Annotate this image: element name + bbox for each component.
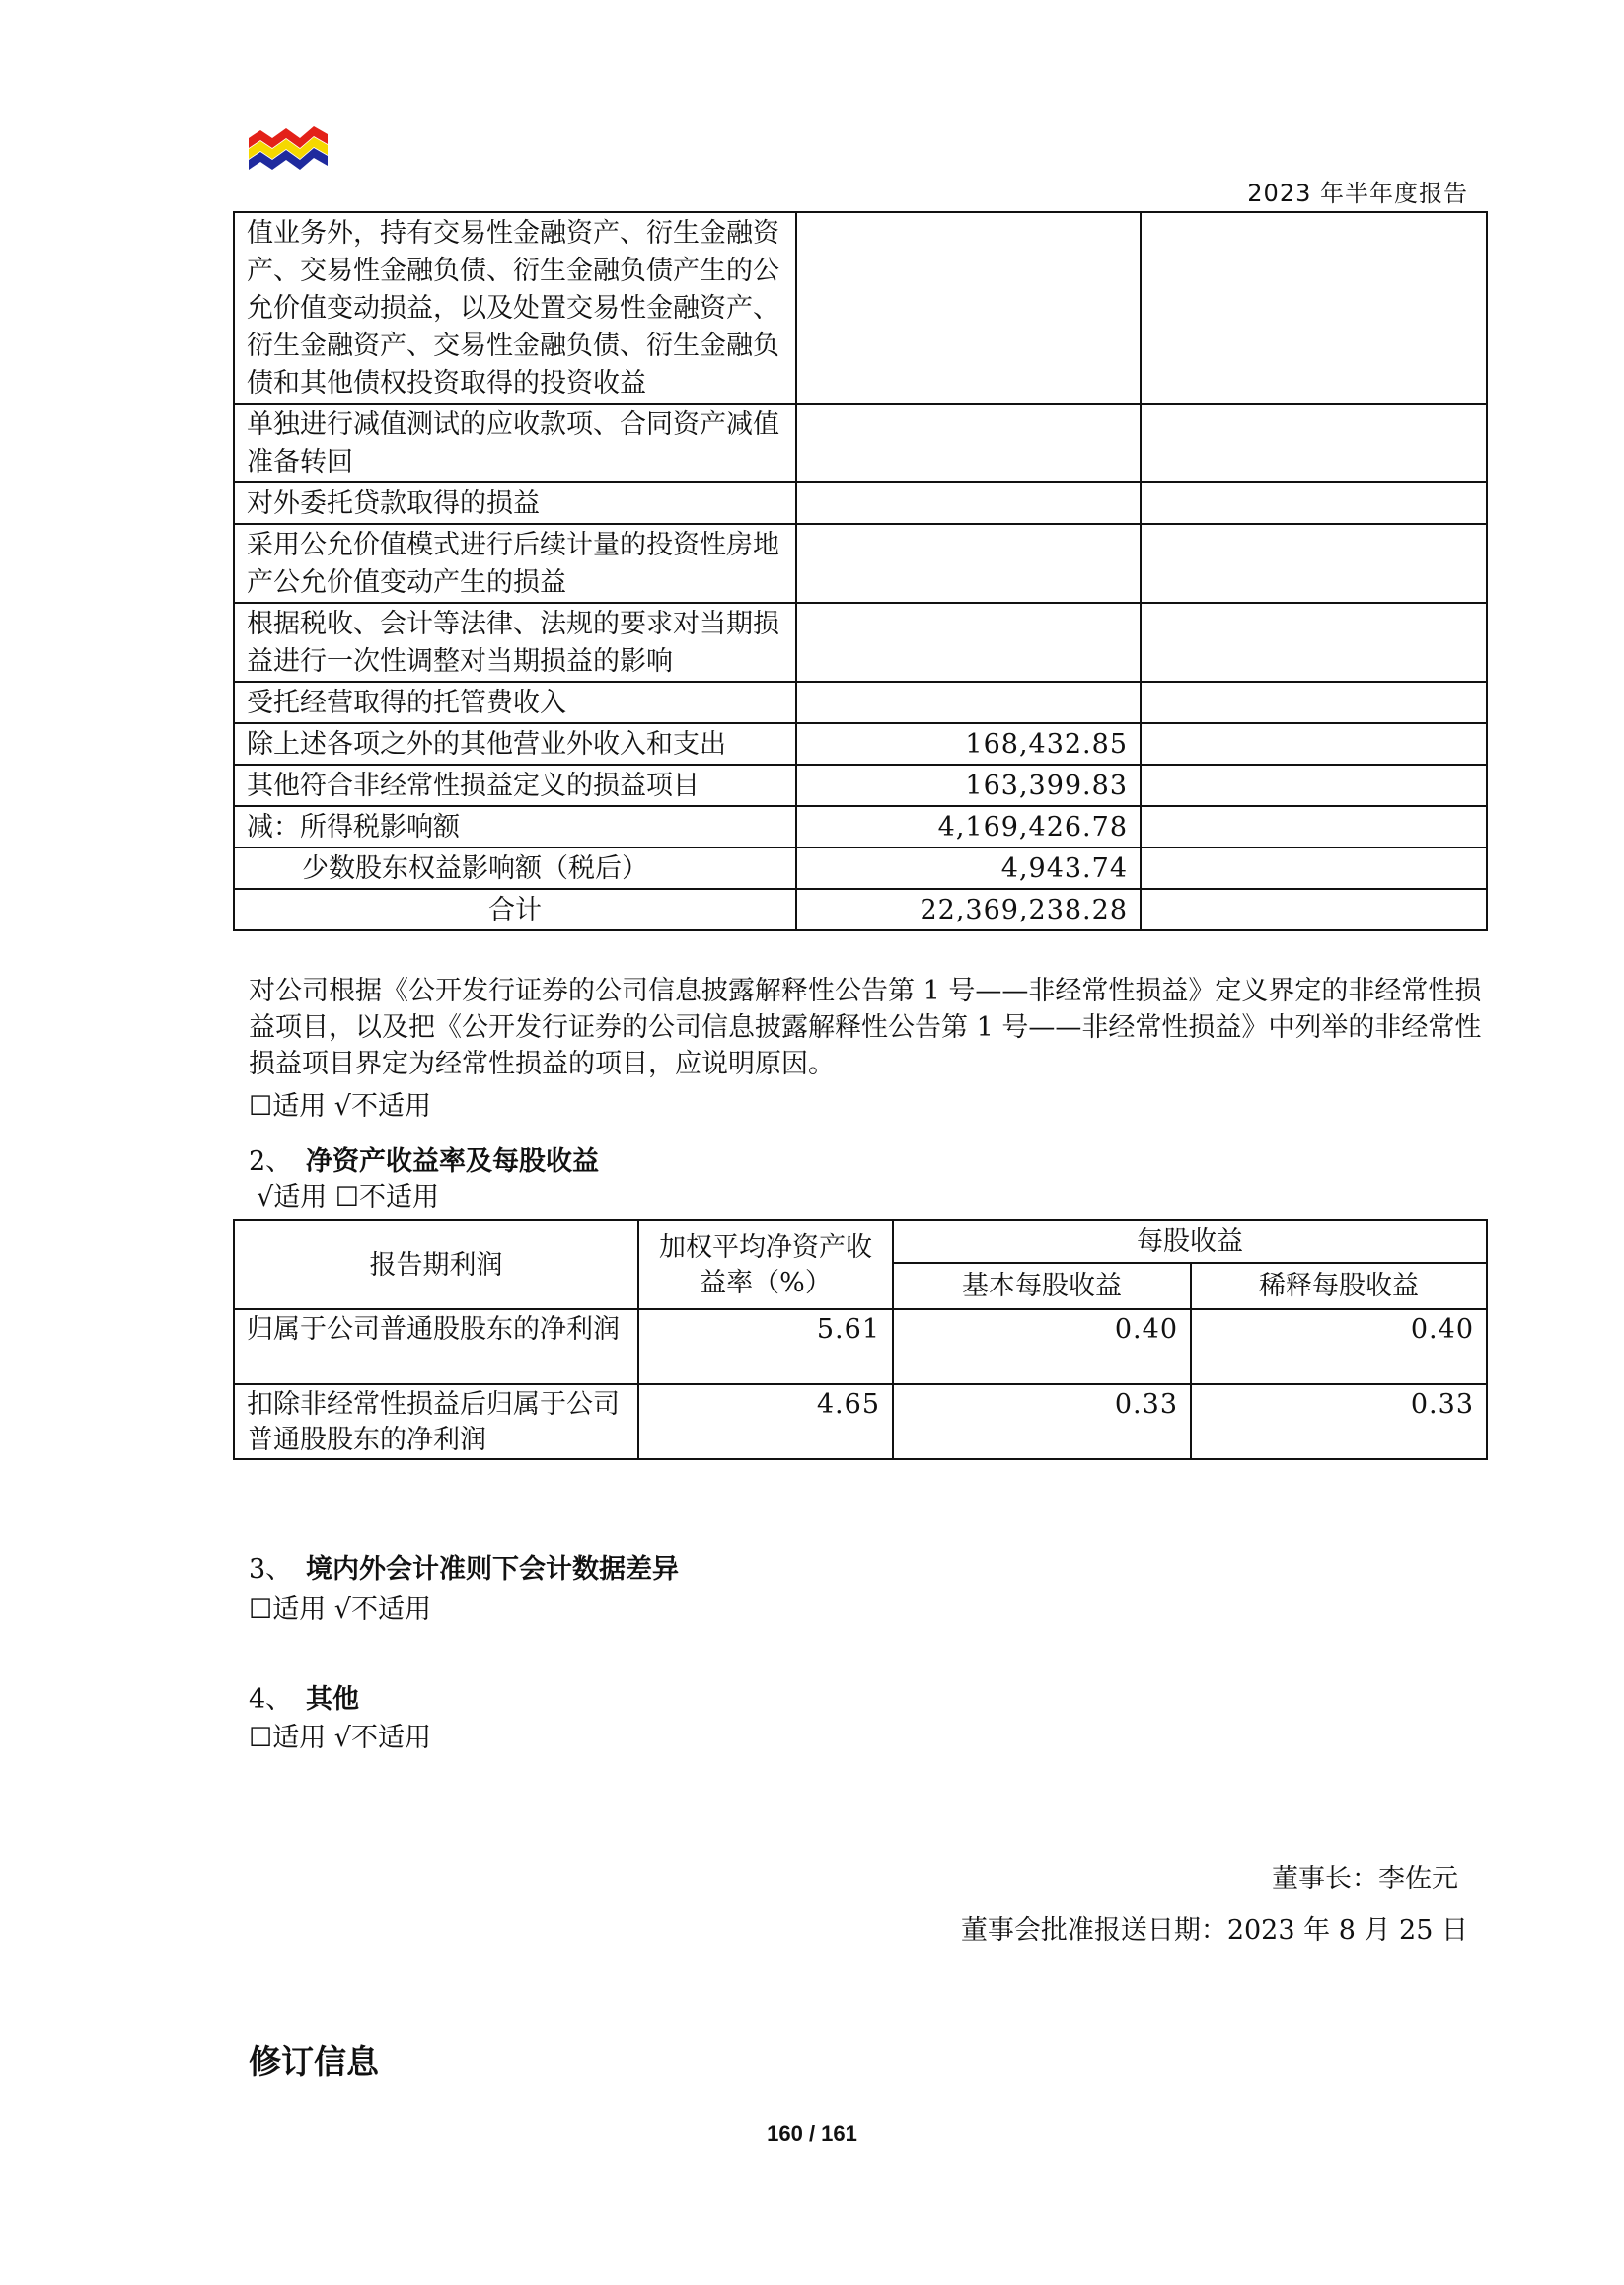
approval-date: 董事会批准报送日期：2023 年 8 月 25 日	[960, 1915, 1468, 1946]
section-title: 其他	[306, 1684, 359, 1715]
section-3-heading	[249, 1547, 679, 1585]
item-amount: 4,943.74	[796, 848, 1141, 889]
item-label: 采用公允价值模式进行后续计量的投资性房地产公允价值变动产生的损益	[234, 524, 796, 603]
item-label: 除上述各项之外的其他营业外收入和支出	[234, 723, 796, 765]
item-amount: 168,432.85	[796, 723, 1141, 765]
section-title: 境内外会计准则下会计数据差异	[306, 1554, 679, 1585]
header-eps: 每股收益	[893, 1220, 1487, 1263]
section-number: 3、	[249, 1554, 293, 1585]
item-label: 根据税收、会计等法律、法规的要求对当期损益进行一次性调整对当期损益的影响	[234, 603, 796, 682]
item-amount	[796, 524, 1141, 603]
item-amount: 163,399.83	[796, 765, 1141, 806]
item-label: 单独进行减值测试的应收款项、合同资产减值准备转回	[234, 404, 796, 482]
total-amount: 22,369,238.28	[796, 889, 1141, 930]
row-diluted-eps: 0.33	[1191, 1384, 1487, 1459]
item-label: 对外委托贷款取得的损益	[234, 482, 796, 524]
item-label: 受托经营取得的托管费收入	[234, 682, 796, 723]
section-number: 4、	[249, 1684, 293, 1715]
section-2-heading	[249, 1140, 599, 1178]
note-paragraph: 对公司根据《公开发行证券的公司信息披露解释性公告第 1 号——非经常性损益》定义界定的非经常性损益项目，以及把《公开发行证券的公司信息披露解释性公告第 1 号——非经常性损益》中列举的非经常性损益项目界定为经常性损益的项目，应说明原因。	[249, 976, 1482, 1079]
row-diluted-eps: 0.40	[1191, 1309, 1487, 1384]
item-note	[1141, 482, 1487, 524]
header-diluted-eps: 稀释每股收益	[1191, 1263, 1487, 1309]
table-row	[234, 765, 1487, 806]
table-row	[234, 404, 1487, 482]
section-4-heading	[249, 1677, 359, 1716]
table-row-total	[234, 889, 1487, 930]
item-label: 减：所得税影响额	[234, 806, 796, 848]
row-basic-eps: 0.33	[893, 1384, 1191, 1459]
header-roe: 加权平均净资产收益率（%）	[638, 1220, 893, 1309]
item-note	[1141, 603, 1487, 682]
table-row	[234, 848, 1487, 889]
item-note	[1141, 682, 1487, 723]
header-basic-eps: 基本每股收益	[893, 1263, 1191, 1309]
item-note	[1141, 806, 1487, 848]
item-amount: 4,169,426.78	[796, 806, 1141, 848]
table-row	[234, 723, 1487, 765]
page-number: 160 / 161	[767, 2121, 857, 2146]
option-line-1: ☐适用 √不适用	[249, 1091, 431, 1122]
item-note	[1141, 404, 1487, 482]
table-row	[234, 603, 1487, 682]
company-logo-icon	[247, 116, 332, 182]
roe-eps-table	[233, 1219, 1488, 1460]
table-row	[234, 524, 1487, 603]
item-label: 其他符合非经常性损益定义的损益项目	[234, 765, 796, 806]
chairman-signature: 董事长：李佐元	[1272, 1864, 1458, 1894]
section-number: 2、	[249, 1146, 293, 1177]
section-title: 净资产收益率及每股收益	[306, 1146, 599, 1177]
table-header-row	[234, 1220, 1487, 1263]
option-line-4: ☐适用 √不适用	[249, 1723, 431, 1753]
table-row	[234, 1384, 1487, 1459]
item-amount	[796, 482, 1141, 524]
option-line-2: √适用 ☐不适用	[257, 1182, 439, 1213]
total-label: 合计	[234, 889, 796, 930]
item-note	[1141, 524, 1487, 603]
item-amount	[796, 404, 1141, 482]
option-line-3: ☐适用 √不适用	[249, 1594, 431, 1625]
item-label: 值业务外，持有交易性金融资产、衍生金融资产、交易性金融负债、衍生金融负债产生的公允价值变动损益，以及处置交易性金融资产、衍生金融资产、交易性金融负债、衍生金融负债和其他债权投资取得的投资收益	[234, 212, 796, 404]
item-amount	[796, 682, 1141, 723]
header-profit: 报告期利润	[234, 1220, 638, 1309]
row-roe: 4.65	[638, 1384, 893, 1459]
table-row	[234, 212, 1487, 404]
report-title: 2023 年半年度报告	[1247, 180, 1468, 207]
item-note	[1141, 765, 1487, 806]
table-row	[234, 806, 1487, 848]
item-note	[1141, 848, 1487, 889]
item-note	[1141, 723, 1487, 765]
item-note	[1141, 889, 1487, 930]
item-amount	[796, 212, 1141, 404]
row-label: 归属于公司普通股股东的净利润	[234, 1309, 638, 1384]
row-basic-eps: 0.40	[893, 1309, 1191, 1384]
table-row	[234, 482, 1487, 524]
item-label: 少数股东权益影响额（税后）	[234, 848, 796, 889]
row-label: 扣除非经常性损益后归属于公司普通股股东的净利润	[234, 1384, 638, 1459]
table-row	[234, 1309, 1487, 1384]
revision-title: 修订信息	[249, 2042, 379, 2081]
table-row	[234, 682, 1487, 723]
row-roe: 5.61	[638, 1309, 893, 1384]
non-recurring-items-table	[233, 211, 1488, 931]
item-note	[1141, 212, 1487, 404]
item-amount	[796, 603, 1141, 682]
